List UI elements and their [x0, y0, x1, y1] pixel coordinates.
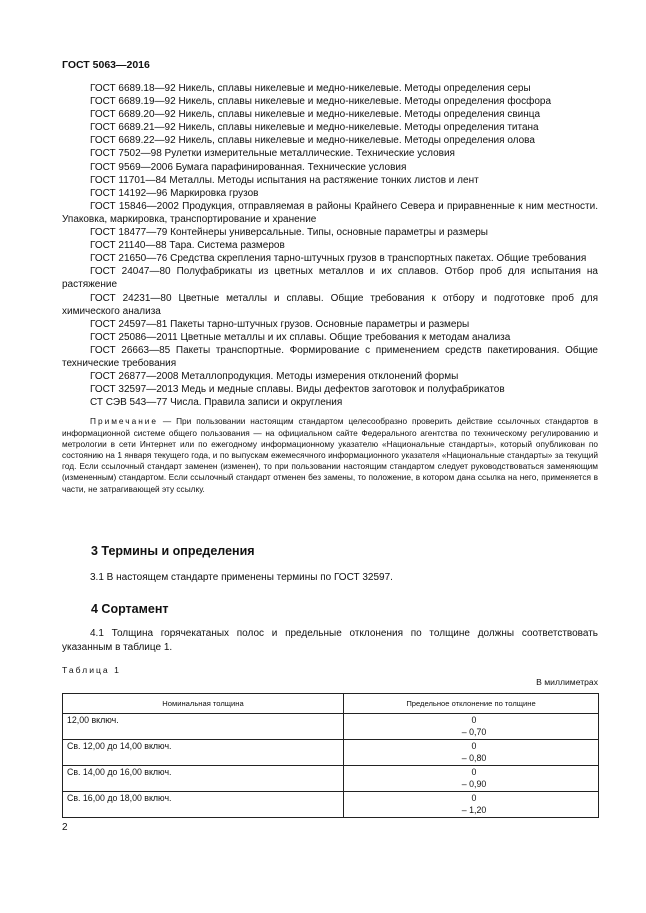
document-header: ГОСТ 5063—2016 — [62, 59, 150, 71]
normative-references — [62, 82, 598, 495]
table-header-row — [63, 694, 599, 714]
cell-thickness: Св. 14,00 до 16,00 включ. — [63, 766, 344, 792]
reference-item: ГОСТ 24597—81 Пакеты тарно-штучных грузов. Основные параметры и размеры — [90, 318, 470, 330]
table-row — [63, 792, 599, 818]
table-caption: Таблица 1 — [62, 665, 121, 675]
note-label: Примечание — [90, 416, 159, 427]
reference-item: ГОСТ 11701—84 Металлы. Методы испытания на растяжение тонких листов и лент — [90, 174, 479, 186]
reference-item: ГОСТ 14192—96 Маркировка грузов — [90, 187, 259, 199]
reference-item: ГОСТ 32597—2013 Медь и медные сплавы. Виды дефектов заготовок и полуфабрикатов — [90, 384, 505, 396]
reference-item: ГОСТ 15846—2002 Продукция, отправляемая в районы Крайнего Севера и приравненные к ним местности. Упаковка, маркировка, транспортирование и хранение — [62, 200, 598, 225]
header-deviation: Предельное отклонение по толщине — [344, 694, 599, 714]
table-row — [63, 740, 599, 766]
reference-item: ГОСТ 6689.18—92 Никель, сплавы никелевые и медно-никелевые. Методы определения серы — [90, 83, 531, 94]
reference-item: ГОСТ 6689.19—92 Никель, сплавы никелевые и медно-никелевые. Методы определения фосфора — [90, 96, 552, 108]
cell-deviation — [344, 766, 599, 792]
cell-deviation — [344, 740, 599, 766]
reference-item: СТ СЭВ 543—77 Числа. Правила записи и округления — [90, 397, 343, 409]
deviation-upper: 0 — [471, 715, 477, 725]
reference-item: ГОСТ 24231—80 Цветные металлы и сплавы. Общие требования к отбору и подготовке проб для химического анализа — [62, 292, 598, 317]
reference-item: ГОСТ 18477—79 Контейнеры универсальные. Типы, основные параметры и размеры — [90, 227, 488, 239]
cell-deviation — [344, 714, 599, 740]
deviation-lower: – 1,20 — [461, 804, 487, 815]
section-3-1-paragraph: 3.1 В настоящем стандарте применены термины по ГОСТ 32597. — [90, 572, 393, 583]
cell-thickness: 12,00 включ. — [63, 714, 344, 740]
reference-item: ГОСТ 6689.20—92 Никель, сплавы никелевые и медно-никелевые. Методы определения свинца — [90, 109, 541, 121]
table-row — [63, 714, 599, 740]
reference-item: ГОСТ 26877—2008 Металлопродукция. Методы измерения отклонений формы — [90, 371, 459, 383]
reference-item: ГОСТ 7502—98 Рулетки измерительные металлические. Технические условия — [90, 148, 455, 160]
table-row — [63, 766, 599, 792]
reference-item: ГОСТ 21650—76 Средства скрепления тарно-штучных грузов в транспортных пакетах. Общие требования — [90, 253, 587, 265]
deviation-upper: 0 — [471, 767, 477, 777]
references-note — [62, 416, 598, 494]
cell-thickness: Св. 12,00 до 14,00 включ. — [63, 740, 344, 766]
table-units: В миллиметрах — [536, 677, 598, 687]
deviation-upper: 0 — [471, 793, 477, 803]
reference-item: ГОСТ 6689.21—92 Никель, сплавы никелевые и медно-никелевые. Методы определения титана — [90, 122, 539, 134]
cell-deviation — [344, 792, 599, 818]
note-text: — При пользовании настоящим стандартом целесообразно проверить действие ссылочных стандартов в информационной системе общего пользования — на официальном сайте Федерального агентства по техническому регулированию и метрологии в сети Интернет или по ежегодному информационному указателю «Национальные стандарты», который опубликован по состоянию на 1 января текущего года, и по выпускам ежемесячного информационного указателя «Национальные стандарты» за текущий год. Если ссылочный стандарт заменен (изменен), то при пользовании настоящим стандартом следует руководствоваться заменяющим (измененным) стандартом. Если ссылочный стандарт отменен без замены, то положение, в котором дана ссылка на него, применяется в части, не затрагивающей эту ссылку. — [62, 416, 598, 494]
reference-item: ГОСТ 6689.22—92 Никель, сплавы никелевые и медно-никелевые. Методы определения олова — [90, 135, 535, 147]
deviation-lower: – 0,80 — [461, 752, 487, 763]
reference-item: ГОСТ 24047—80 Полуфабрикаты из цветных металлов и их сплавов. Отбор проб для испытания на растяжение — [62, 266, 598, 291]
reference-item: ГОСТ 26663—85 Пакеты транспортные. Формирование с применением средств пакетирования. Общие технические требования — [62, 344, 598, 369]
deviation-upper: 0 — [471, 741, 477, 751]
section-4-1-paragraph: 4.1 Толщина горячекатаных полос и предельные отклонения по толщине должны соответствовать указанным в таблице 1. — [62, 628, 598, 653]
deviation-lower: – 0,90 — [461, 778, 487, 789]
reference-item: ГОСТ 21140—88 Тара. Система размеров — [90, 240, 285, 252]
reference-item: ГОСТ 9569—2006 Бумага парафинированная. Технические условия — [90, 161, 407, 173]
header-nominal-thickness: Номинальная толщина — [63, 694, 344, 714]
section-4-title: 4 Сортамент — [91, 602, 169, 616]
cell-thickness: Св. 16,00 до 18,00 включ. — [63, 792, 344, 818]
section-3-title: 3 Термины и определения — [91, 544, 255, 558]
thickness-table — [62, 693, 599, 818]
reference-item: ГОСТ 25086—2011 Цветные металлы и их сплавы. Общие требования к методам анализа — [90, 331, 511, 343]
page-number: 2 — [62, 822, 68, 833]
deviation-lower: – 0,70 — [461, 726, 487, 737]
